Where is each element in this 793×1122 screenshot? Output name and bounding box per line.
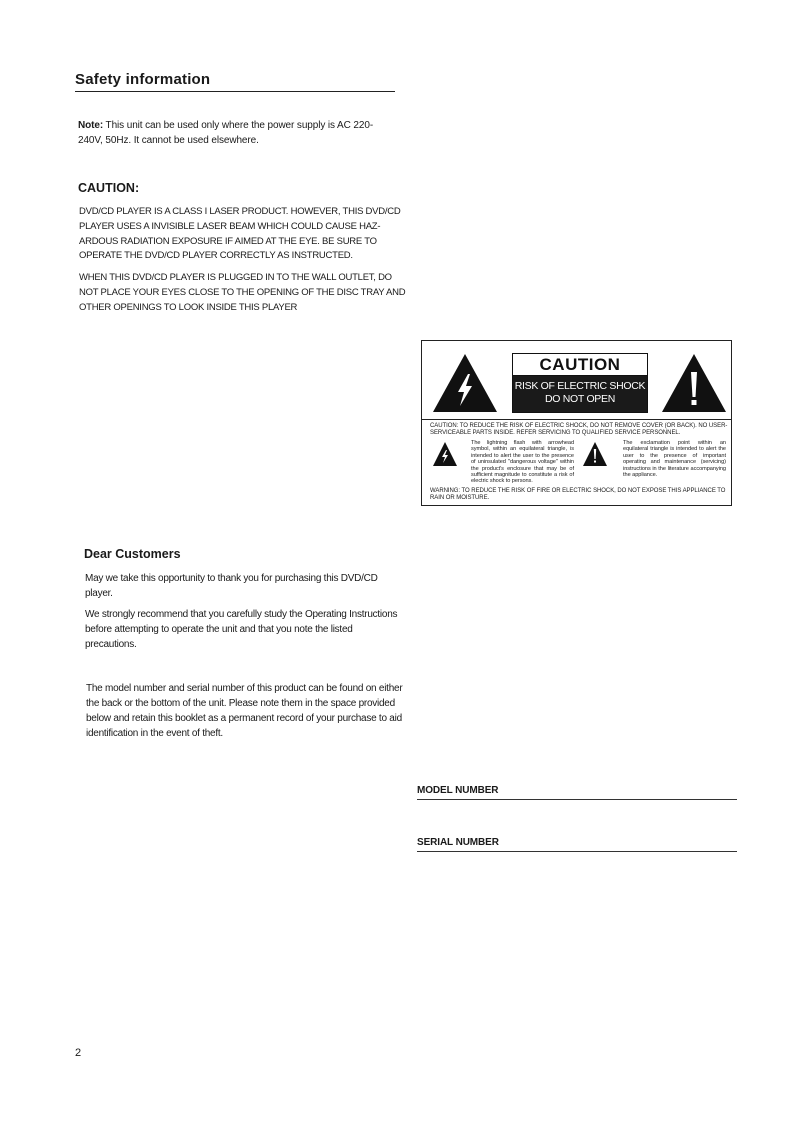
cover-removal-caution: CAUTION: TO REDUCE THE RISK OF ELECTRIC SHOCK, DO NOT REMOVE COVER (OR BACK). NO USER-SERVICEABLE PARTS INSIDE. REFER SERVICING TO QUALIFIED SERVICE PERSONNEL.: [430, 423, 728, 436]
model-number-line[interactable]: [417, 799, 737, 800]
eye-caution-paragraph: WHEN THIS DVD/CD PLAYER IS PLUGGED IN TO THE WALL OUTLET, DO NOT PLACE YOUR EYES CLOSE TO THE OPENING OF THE DISC TRAY AND OTHER OPENINGS TO LOOK INSIDE THIS PLAYER: [79, 272, 406, 313]
lightning-warning-icon: [431, 352, 499, 414]
laser-caution-paragraph: DVD/CD PLAYER IS A CLASS I LASER PRODUCT. HOWEVER, THIS DVD/CD PLAYER USES A INVISIBLE LASER BEAM WHICH COULD CAUSE HAZ-ARDOUS RADIATION EXPOSURE IF AIMED AT THE EYE. BE SURE TO OPERATE THE DVD/CD PLAYER CORRECTLY AS INSTRUCTED.: [79, 206, 401, 262]
title-underline: [75, 91, 395, 92]
caution-sign-subtitle: [513, 376, 647, 412]
note-label: Note:: [78, 120, 104, 131]
note-text: This unit can be used only where the power supply is AC 220-240V, 50Hz. It cannot be used elsewhere.: [78, 120, 374, 146]
model-number-label: MODEL NUMBER: [417, 785, 499, 796]
thank-you-paragraph: May we take this opportunity to thank you for purchasing this DVD/CD player.: [85, 573, 378, 599]
exclamation-triangle-icon: [582, 441, 608, 467]
instructions-paragraph: We strongly recommend that you carefully study the Operating Instructions before attempting to operate the unit and that you note the listed precautions.: [85, 609, 398, 650]
exclamation-symbol-description: The exclamation point within an equilateral triangle is intended to alert the user to the presence of important operating and maintenance (servicing) instructions in the literature accompanying the appliance.: [623, 440, 726, 479]
exclamation-warning-icon: [660, 352, 728, 414]
shock-risk-text: RISK OF ELECTRIC SHOCK: [514, 380, 646, 392]
serial-number-line[interactable]: [417, 851, 737, 852]
moisture-warning: WARNING: TO REDUCE THE RISK OF FIRE OR ELECTRIC SHOCK, DO NOT EXPOSE THIS APPLIANCE TO RAIN OR MOISTURE.: [430, 488, 726, 501]
caution-sign: [512, 353, 648, 413]
lightning-triangle-icon: [432, 441, 458, 467]
do-not-open-text: DO NOT OPEN: [544, 393, 615, 405]
customers-heading: Dear Customers: [84, 547, 181, 561]
power-supply-note: [78, 118, 388, 148]
caution-label-header: [422, 341, 731, 420]
page-number: 2: [75, 1047, 82, 1059]
page-title: Safety information: [75, 71, 211, 88]
caution-sign-title: CAUTION: [513, 354, 647, 376]
lightning-symbol-description: The lightning flash with arrowhead symbol, within an equilateral triangle, is intended to alert the user to the presence of uninsulated "dangerous voltage" within the product's enclosure that may be of sufficient magnitude to constitute a risk of electric shock to persons.: [471, 440, 574, 485]
serial-number-label: SERIAL NUMBER: [417, 837, 499, 848]
caution-heading: CAUTION:: [78, 181, 140, 195]
caution-label: [421, 340, 732, 506]
serial-record-paragraph: The model number and serial number of this product can be found on either the back or the bottom of the unit. Please note them in the space provided below and retain this booklet as a permanent record of your purchase to aid identification in the event of theft.: [86, 683, 403, 739]
